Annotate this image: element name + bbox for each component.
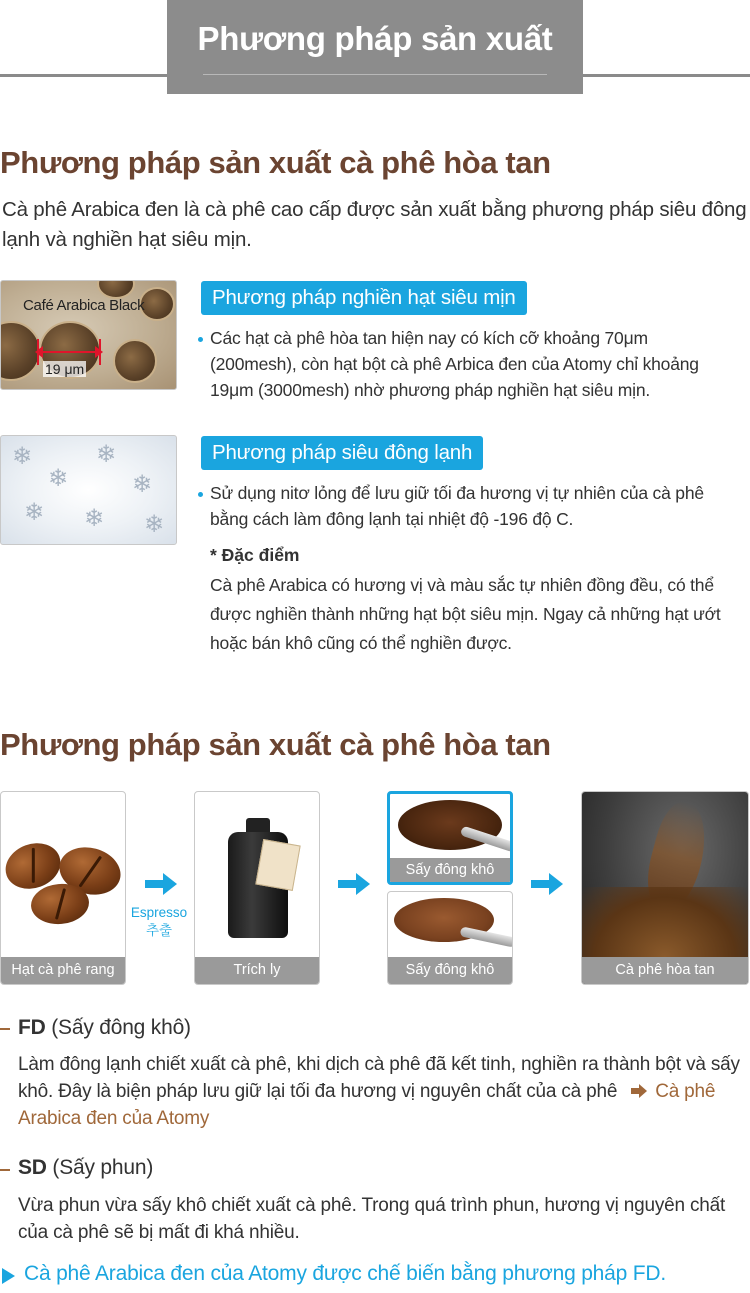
arrow-right-icon [531,873,563,895]
feature-text: Cà phê Arabica có hương vị và màu sắc tự nhiên đồng đều, có thể được nghiền thành những hạt bột siêu mịn. Ngay cả những hạt ướt hoặc bán khô cũng có thể nghiền được. [210,575,721,653]
snowflake-icon: ❄ [23,499,45,526]
ice-crystal-photo [0,435,177,545]
fd-name: (Sấy đông khô) [51,1016,191,1039]
play-triangle-icon [2,1268,15,1284]
step-extraction [194,791,320,985]
grind-method-text: Các hạt cà phê hòa tan hiện nay có kích cỡ khoảng 70μm (200mesh), còn hạt bột cà phê Arbica đen của Atomy chỉ khoảng 19μm (3000mesh) nhờ phương pháp nghiền hạt siêu mịn. [210,328,699,400]
fd-abbr: FD [18,1016,46,1039]
arrow-right-icon [145,873,177,895]
snowflake-icon: ❄ [95,441,117,468]
grind-method-badge: Phương pháp nghiền hạt siêu mịn [201,281,527,315]
sd-abbr: SD [18,1156,47,1179]
header-banner [167,0,583,94]
fd-title [18,1016,191,1040]
arrow-right-icon [338,873,370,895]
granule-pile [582,887,748,957]
measure-label: 19 μm [45,361,85,377]
step-caption: Cà phê hòa tan [582,957,748,984]
freeze-method-text: Sử dụng nitơ lỏng để lưu giữ tối đa hương vị tự nhiên của cà phê bằng cách làm đông lạnh tại nhiệt độ -196 độ C. [210,483,704,529]
section1-title: Phương pháp sản xuất cà phê hòa tan [0,145,551,180]
bullet-dot [198,492,203,497]
snowflake-icon: ❄ [11,443,33,470]
sd-text: Vừa phun vừa sấy khô chiết xuất cà phê. Trong quá trình phun, hương vị nguyên chất của cà phê sẽ bị mất đi khá nhiều. [18,1195,726,1243]
snowflake-icon: ❄ [47,465,69,492]
step-caption: Sấy đông khô [388,957,512,984]
freeze-method-badge: Phương pháp siêu đông lạnh [201,436,483,470]
arabica-micro-grind-photo [0,280,177,390]
measure-arrow [37,351,101,353]
step-freeze-dried [387,791,513,885]
sd-marker [0,1169,10,1171]
photo-label: Café Arabica Black [23,297,145,314]
espresso-label-line2: 추출 [145,923,173,938]
espresso-label [126,904,192,940]
step-caption: Hạt cà phê rang [1,957,125,984]
fd-description: Làm đông lạnh chiết xuất cà phê, khi dịch cà phê đã kết tinh, nghiền ra thành bột và sấy khô. Đây là biện pháp lưu giữ lại tối đa hương vị nguyên chất của cà phê [18,1054,740,1102]
step-roasted-beans [0,791,126,985]
snowflake-icon: ❄ [143,511,165,538]
header-underline [203,74,547,75]
bullet-dot [198,337,203,342]
sd-title [18,1156,153,1180]
step-caption: Sấy đông khô [390,858,510,882]
link-arrow-icon [631,1084,649,1098]
feature-title: * Đặc điểm [210,545,300,565]
espresso-label-line1: Espresso [130,905,188,920]
page-title: Phương pháp sản xuất [197,20,553,57]
grain-3 [113,339,157,383]
fd-text [18,1051,743,1132]
section1-intro: Cà phê Arabica đen là cà phê cao cấp được sản xuất bằng phương pháp siêu đông lạnh và nghiền hạt siêu mịn. [2,198,747,251]
snowflake-icon: ❄ [83,505,105,532]
fd-marker [0,1028,10,1030]
bottle-tag [255,839,300,891]
section2-title: Phương pháp sản xuất cà phê hòa tan [0,727,551,762]
step-spray-dried [387,891,513,985]
conclusion-text: Cà phê Arabica đen của Atomy được chế biến bằng phương pháp FD. [24,1262,666,1285]
step-caption: Trích ly [195,957,319,984]
step-instant-coffee [581,791,749,985]
snowflake-icon: ❄ [131,471,153,498]
grain-4 [139,287,175,321]
fd-product-link[interactable]: Cà phê Arabica đen của Atomy [18,1081,716,1129]
sd-name: (Sấy phun) [52,1156,154,1179]
